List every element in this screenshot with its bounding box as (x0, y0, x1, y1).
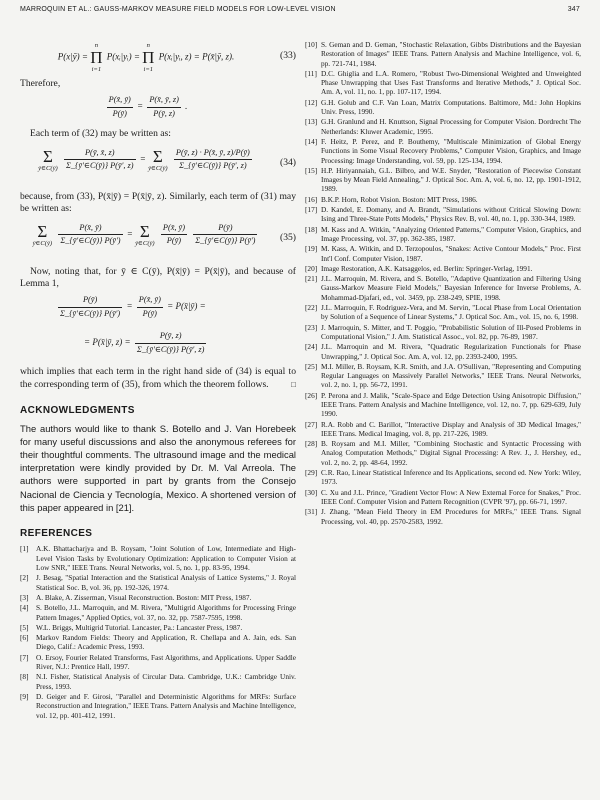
para-each-term-32: Each term of (32) may be written as: (30, 128, 171, 140)
reference-item: [22] J.L. Marroquin, F. Rodriguez-Vera, and M. Servin, "Local Phase from Local Orientation by Solution of a Sequence of Linear Systems," J. Optical Soc. Am., vol. 15, no. 6, 1998. (305, 303, 581, 322)
acknowledgments-text: The authors would like to thank S. Botello and J. Van Horebeek for many useful discussions and also the anonymous referees for their thoughtful comments. The ultrasound image and the medical interpretation were kindly provided by Dr. M. Val Arreola. The authors were supported in part by grants from the Consejo Nacional de Ciencia y Tecnología, Mexico. A shortened version of this paper appeared in [21]. (20, 422, 296, 513)
page-number: 347 (567, 6, 580, 13)
equation-number-33: (33) (280, 50, 296, 61)
right-column (305, 40, 581, 790)
reference-item: [20] Image Restoration, A.K. Katsaggelos, ed. Berlin: Springer-Verlag, 1991. (305, 263, 533, 273)
reference-item: [25] M.I. Miller, B. Roysam, K.R. Smith, and J.A. O'Sullivan, "Representing and Computing Regular Languages on Massively Parallel Networks," IEEE Trans. Neural Networks, vol. 2, no. 1, pp. 56-72, 1991. (305, 361, 581, 390)
equation-33 (20, 38, 296, 78)
reference-item: [4] S. Botello, J.L. Marroquin, and M. Rivera, "Multigrid Algorithms for Processing Fringe Pattern Images," Applied Optics, vol. 37, no. 32, pp. 7587-7595, 1998. (20, 603, 296, 622)
reference-item: [15] H.P. Hiriyannaiah, G.L. Bilbro, and W.E. Snyder, "Restoration of Piecewise Constant Images by Mean Field Annealing," J. Optical Soc. Am. A, vol. 6, no. 12, pp. 1901-1912, 1989. (305, 165, 581, 194)
therefore-text: Therefore, (20, 78, 61, 89)
reference-item: [12] G.H. Golub and C.F. Van Loan, Matrix Computations. Baltimore, Md.: John Hopkins Univ. Press, 1990. (305, 97, 581, 117)
reference-item: [8] N.I. Fisher, Statistical Analysis of Circular Data. Cambridge, U.K.: Cambridge Univ. Press, 1993. (20, 672, 296, 691)
para-now-noting: Now, noting that, for ȳ ∈ C(ȳ), P(x̄|ȳ) = P(x̄|ȳ), and because of Lemma 1, (20, 265, 296, 290)
reference-item: [5] W.L. Briggs, Multigrid Tutorial. Lancaster, Pa.: Lancaster Press, 1987. (20, 622, 243, 632)
reference-item: [13] G.H. Granlund and H. Knuttson, Signal Processing for Computer Vision. Dordrecht The Netherlands: Kluwer Academic, 1995. (305, 117, 581, 136)
reference-item: [6] Markov Random Fields: Theory and Application, R. Chellapa and A. Jain, eds. San Diego, Calif.: Academic Press, 1993. (20, 633, 296, 652)
reference-item: [24] J.L. Marroquin and M. Rivera, "Quadratic Regularization Functionals for Phase Unwrapping," J. Optical Soc. Am. A, vol. 12, pp. 2393-2400, 1995. (305, 342, 581, 361)
equation-therefore: $\frac{P(x̄, ȳ)}{P(ȳ)}$ = $\frac{P(x̄, ȳ, z)}{P(ȳ, z)}$ . (108, 95, 188, 118)
reference-item: [2] J. Besag, "Spatial Interaction and the Statistical Analysis of Lattice Systems," J. Royal Statistical Soc. B, vol. 36, pp. 192-326, 1974. (20, 573, 296, 592)
references-list-right (305, 40, 581, 526)
para-which-implies: which implies that each term in the right hand side of (34) is equal to the corresponding term of (35), from which the theorem follows. □ (20, 366, 296, 390)
eq33-product-2: n Π i=1 (142, 42, 155, 73)
reference-item: [28] B. Roysam and M.I. Miller, "Combining Stochastic and Syntactic Processing with Analog Computation Methods," Digital Signal Processing: A Rev. J., J. Hershey, ed., vol. 2, no. 2, pp. 48-64, 1992. (305, 439, 581, 467)
eq33-term-1: P(xᵢ|yᵢ) = (106, 51, 140, 62)
reference-item: [9] D. Geiger and F. Girosi, "Parallel and Deterministic Algorithms for MRFs: Surface Reconstruction and Integration," IEEE Trans. Pattern Analysis and Machine Intelligence, vol. 12, pp. 401-412, 1991. (20, 691, 296, 720)
reference-item: [17] D. Kandel, E. Domany, and A. Brandt, "Simulations without Critical Slowing Down: Ising and Three-State Potts Models," Physics Rev. B, vol. 40, no. 1, pp. 330-344, 1989. (305, 205, 581, 224)
left-column (20, 38, 296, 788)
reference-item: [19] M. Kass, A. Witkin, and D. Terzopoulos, "Snakes: Active Contour Models," Proc. First Int'l Conf. Computer Vision, 1987. (305, 244, 581, 263)
reference-item: [26] P. Perona and J. Malik, "Scale-Space and Edge Detection Using Anisotropic Diffusion," IEEE Trans. Pattern Analysis and Machine Intelligence, vol. 12, no. 7, pp. 629-639, July 1990. (305, 390, 581, 419)
equation-number-34: (34) (280, 156, 296, 168)
references-heading: REFERENCES (20, 528, 93, 540)
reference-item: [30] C. Xu and J.L. Prince, "Gradient Vector Flow: A New External Force for Snakes," Proc. IEEE Conf. Computer Vision and Pattern Recognition (CVPR '97), pp. 66-71, 1997. (305, 487, 581, 506)
reference-item: [21] J.L. Marroquin, M. Rivera, and S. Botello, "Adaptive Quantization and Filtering Using Gauss-Markov Measure Field Models," Bayesian Inference for Inverse Problems, A. Mohammad-Djafari, ed., vol. 3459, pp. 238-249, SPIE, 1998. (305, 274, 581, 302)
reference-item: [27] R.A. Robb and C. Barillot, "Interactive Display and Analysis of 3D Medical Images," IEEE Trans. Medical Imaging, vol. 8, pp. 217-226, 1989. (305, 419, 581, 438)
equation-35: Σ ȳ∈C(ȳ) $\frac{P(x̄, ȳ)}{\Sigma\_\{ȳ'\in C(ȳ)\} P(ȳ')}$ = Σ ȳ∈C(ȳ) $\frac{P(x̄, ȳ)}{P(ȳ)}$ $\frac{P(ȳ)}{\Sigma\_\{ȳ'\in C(ȳ)\} P(ȳ')}$ (35) (32, 221, 296, 247)
reference-item: [11] D.C. Ghiglia and L.A. Romero, "Robust Two-Dimensional Weighted and Unweighted Phase Unwrapping that Uses Fast Transforms and Iterative Methods," J. Optical Soc. Am. A, vol. 11, no. 1, pp. 107-117, 1994. (305, 68, 581, 97)
equation-number-35: (35) (280, 231, 296, 243)
reference-item: [3] A. Blake, A. Zisserman, Visual Reconstruction. Boston: MIT Press, 1987. (20, 592, 252, 602)
reference-item: [1] A.K. Bhattacharjya and B. Roysam, "Joint Solution of Low, Intermediate and High-Level Vision Tasks by Evolutionary Optimization: Application to Computer Vision at Low SNR," IEEE Trans. Neural Networks, vol. 5, no. 1, pp. 83-95, 1994. (20, 544, 296, 573)
references-list-left (20, 544, 296, 719)
equation-34: Σ ȳ∈C(ȳ) $\frac{P(ȳ, x̄, z)}{\Sigma\_\{ȳ'\in C(ȳ)\} P(ȳ', z)}$ = Σ ȳ∈C(ȳ) $\frac{P(ȳ, z) \cdot P(x̄, ȳ, z)/P(ȳ)}{\Sigma\_\{ȳ'\in C(ȳ)\} P(ȳ', z)}$ (34) (38, 146, 296, 172)
eq33-lhs: P(x|ȳ) = (57, 51, 88, 62)
reference-item: [18] M. Kass and A. Witkin, "Analyzing Oriented Patterns," Computer Vision, Graphics, and Image Processing, vol. 37, pp. 362-385, 1987. (305, 224, 581, 243)
reference-item: [31] J. Zhang, "Mean Field Theory in EM Procedures for MRFs," IEEE Trans. Signal Processing, vol. 40, pp. 2570-2583, 1992. (305, 507, 581, 526)
reference-item: [14] F. Heitz, P. Perez, and P. Bouthemy, "Multiscale Minimization of Global Energy Functions in Some Visual Recovery Problems," Computer Vision, Graphics, and Image Processing: Image Understanding, vol. 59, pp. 125-134, 1994. (305, 136, 581, 165)
equation-lemma: $\frac{P(ȳ)}{\Sigma\_\{ȳ'\in C(ȳ)\} P(ȳ')}$ = $\frac{P(x̄, ȳ)}{P(ȳ)}$ = P(x̄|ȳ) = = P(x̄|ȳ, z) = $\frac{P(ȳ, z)}{\Sigma\_\{ȳ'\in C(ȳ)\} P(ȳ', z)}$ (60, 295, 206, 354)
eq33-product-1: n Π i=1 (90, 42, 103, 73)
para-because-33: because, from (33), P(x̄|ȳ) = P(x̄|ȳ, z). Similarly, each term of (31) may be written as: (20, 190, 296, 215)
running-header (20, 6, 580, 18)
reference-item: [10] S. Geman and D. Geman, "Stochastic Relaxation, Gibbs Distributions and the Bayesian Restoration of Images" IEEE Trans. Pattern Analysis and Machine Intelligence, vol. 6, pp. 721-741, 1984. (305, 40, 581, 68)
reference-item: [29] C.R. Rao, Linear Statistical Inference and Its Applications, second ed. New York: Wiley, 1973. (305, 468, 581, 487)
qed-symbol: □ (291, 379, 296, 389)
reference-item: [16] B.K.P. Horn, Robot Vision. Boston: MIT Press, 1986. (305, 194, 478, 204)
reference-item: [7] O. Ersoy, Fourier Related Transforms, Fast Algorithms, and Applications. Upper Saddle River, N.J.: Prentice Hall, 1997. (20, 652, 296, 672)
eq33-term-2: P(xᵢ|yᵢ, z) = P(x̄|ȳ, z). (158, 51, 235, 62)
acknowledgments-heading: ACKNOWLEDGMENTS (20, 405, 135, 417)
running-title: MARROQUIN ET AL.: GAUSS-MARKOV MEASURE FIELD MODELS FOR LOW-LEVEL VISION (20, 6, 336, 13)
reference-item: [23] J. Marroquin, S. Mitter, and T. Poggio, "Probabilistic Solution of Ill-Posed Problems in Computational Vision," J. Am. Statistical Assoc., vol. 82, pp. 76-89, 1987. (305, 322, 581, 341)
